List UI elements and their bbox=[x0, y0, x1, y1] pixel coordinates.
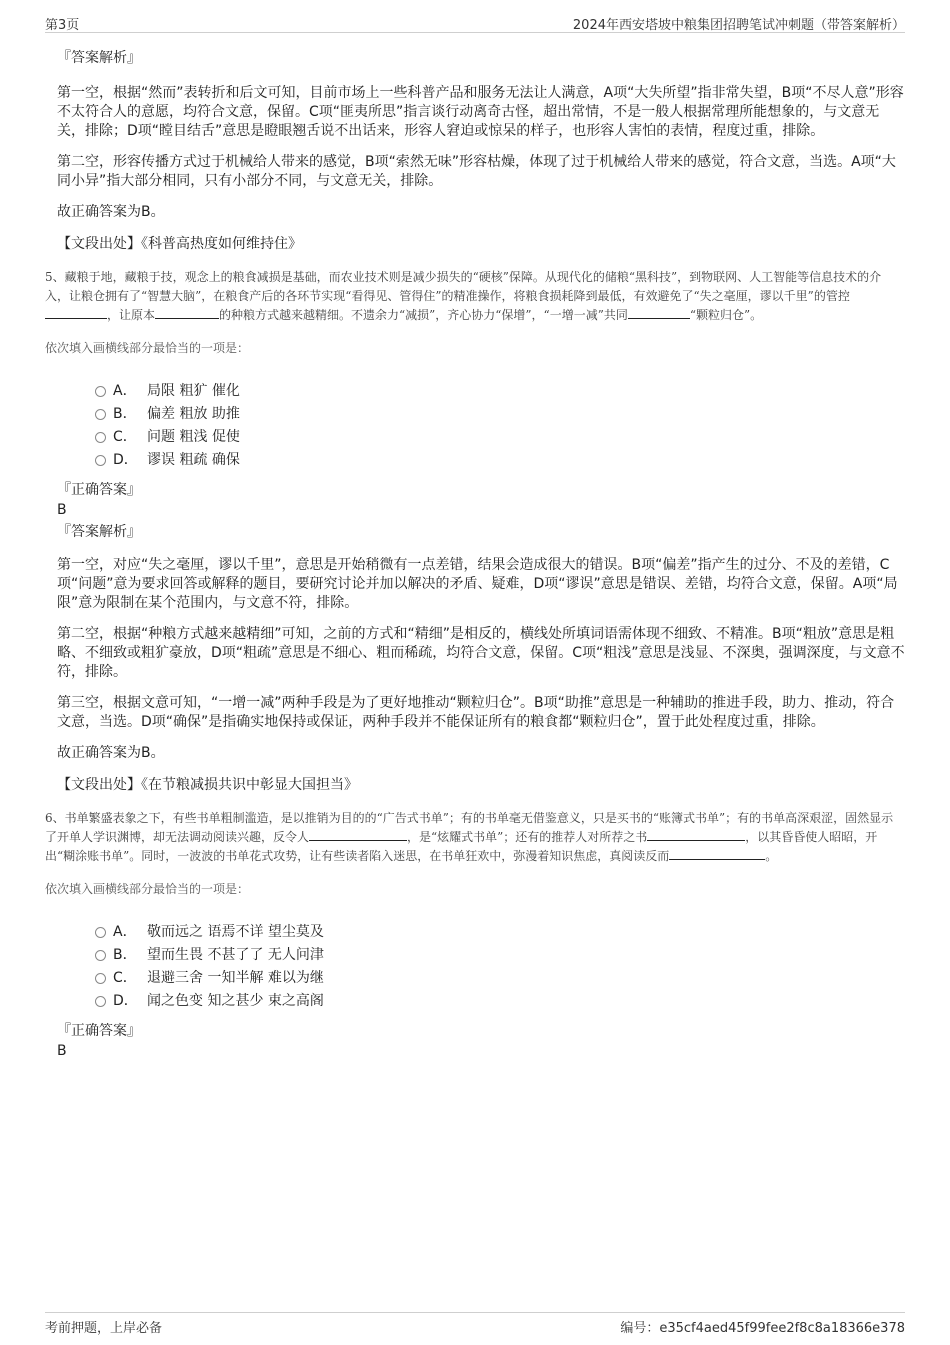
option-c[interactable]: C． 问题 粗浅 促使 bbox=[95, 426, 905, 449]
blank bbox=[647, 828, 745, 841]
conclusion: 故正确答案为B。 bbox=[57, 745, 165, 761]
option-d[interactable]: D． 闻之色变 知之甚少 束之高阁 bbox=[95, 990, 905, 1013]
radio-button[interactable] bbox=[95, 386, 106, 397]
footer-slogan: 考前押题，上岸必备 bbox=[45, 1321, 163, 1336]
blank bbox=[628, 306, 690, 319]
radio-button[interactable] bbox=[95, 950, 106, 961]
options-list bbox=[95, 921, 905, 1013]
blank bbox=[45, 306, 107, 319]
source-citation: 【文段出处】《在节粮减损共识中彰显大国担当》 bbox=[57, 777, 358, 793]
blank bbox=[155, 306, 219, 319]
blank bbox=[309, 828, 407, 841]
question-prompt: 依次填入画横线部分最恰当的一项是： bbox=[45, 341, 250, 355]
radio-button[interactable] bbox=[95, 927, 106, 938]
option-d[interactable]: D． 谬误 粗疏 确保 bbox=[95, 449, 905, 472]
radio-button[interactable] bbox=[95, 455, 106, 466]
page-content bbox=[45, 40, 905, 1061]
correct-answer: B bbox=[57, 1043, 67, 1059]
page-footer bbox=[45, 1312, 905, 1337]
page-number: 第3页 bbox=[45, 18, 80, 33]
radio-button[interactable] bbox=[95, 432, 106, 443]
option-c[interactable]: C． 退避三舍 一知半解 难以为继 bbox=[95, 967, 905, 990]
question-5-stem: 5、藏粮于地，藏粮于技，观念上的粮食减损是基础，而农业技术则是减少损失的“硬核”保障。从现代化的储粮“黑科技”，到物联网、人工智能等信息技术的介入，让粮仓拥有了“智慧大脑”，在粮食产后的各环节实现“看得见、管得住”的精准操作，将粮食损耗降到最低，有效避免了“失之毫厘，谬以千里”的管控，让原本 的种粮方式越来越精细。不遗余力“减损”，齐心协力“保增”，“一增一减”共同 “颗粒归仓”。 bbox=[45, 270, 882, 322]
analysis-label: 『答案解析』 bbox=[57, 50, 141, 66]
option-b[interactable]: B． 偏差 粗放 助推 bbox=[95, 403, 905, 426]
radio-button[interactable] bbox=[95, 409, 106, 420]
analysis-paragraph: 第一空，根据“然而”表转折和后文可知，目前市场上一些科普产品和服务无法让人满意，A项“大失所望”指非常失望，B项“不尽人意”形容不太符合人的意愿，均符合文意，保留。C项“匪夷所思”指言谈行动离奇古怪，超出常情，不是一般人根据常理所能想象的，与文意无关，排除；D项“瞠目结舌”意思是瞪眼翘舌说不出话来，形容人窘迫或惊呆的样子，也形容人害怕的表情，程度过重，排除。 bbox=[57, 85, 904, 139]
options-list bbox=[95, 380, 905, 472]
radio-button[interactable] bbox=[95, 996, 106, 1007]
analysis-paragraph: 第二空，形容传播方式过于机械给人带来的感觉，B项“索然无味”形容枯燥，体现了过于机械给人带来的感觉，符合文意，当选。A项“大同小异”指大部分相同，只有小部分不同，与文意无关，排除。 bbox=[57, 154, 896, 189]
option-b[interactable]: B． 望而生畏 不甚了了 无人问津 bbox=[95, 944, 905, 967]
correct-answer-label: 『正确答案』 bbox=[57, 1023, 141, 1039]
option-a[interactable]: A． 敬而远之 语焉不详 望尘莫及 bbox=[95, 921, 905, 944]
correct-answer-label: 『正确答案』 bbox=[57, 482, 141, 498]
document-title: 2024年西安塔坡中粮集团招聘笔试冲刺题（带答案解析） bbox=[572, 18, 905, 33]
question-6-stem: 6、书单繁盛表象之下，有些书单粗制滥造，是以推销为目的的“广告式书单”；有的书单毫无借鉴意义，只是买书的“账簿式书单”；有的书单高深艰涩，固然显示了开单人学识渊博，却无法调动阅读兴趣，反令人 ，是“炫耀式书单”；还有的推荐人对所荐之书 ，以其昏昏使人昭昭，开出“糊涂账书单”。同时，一波波的书单花式攻势，让有些读者陷入迷思，在书单狂欢中，弥漫着知识焦虑，真阅读反而 。 bbox=[45, 811, 894, 863]
correct-answer: B bbox=[57, 502, 67, 518]
document-id: 编号：e35cf4aed45f99fee2f8c8a18366e378 bbox=[620, 1321, 905, 1336]
page-header bbox=[45, 10, 905, 33]
analysis-paragraph: 第一空，对应“失之毫厘，谬以千里”，意思是开始稍微有一点差错，结果会造成很大的错误。B项“偏差”指产生的过分、不及的差错，C项“问题”意为要求回答或解释的题目，要研究讨论并加以解决的矛盾、疑难，D项“谬误”意思是错误、差错，均符合文意，保留。A项“局限”意为限制在某个范围内，与文意不符，排除。 bbox=[57, 557, 898, 611]
option-a[interactable]: A． 局限 粗犷 催化 bbox=[95, 380, 905, 403]
analysis-paragraph: 第二空，根据“种粮方式越来越精细”可知，之前的方式和“精细”是相反的，横线处所填词语需体现不细致、不精准。B项“粗放”意思是粗略、不细致或粗犷豪放，D项“粗疏”意思是不细心、粗而稀疏，均符合文意，保留。C项“粗浅”意思是浅显、不深奥，强调深度，与文意不符，排除。 bbox=[57, 626, 905, 680]
radio-button[interactable] bbox=[95, 973, 106, 984]
source-citation: 【文段出处】《科普高热度如何维持住》 bbox=[57, 236, 302, 252]
conclusion: 故正确答案为B。 bbox=[57, 204, 165, 220]
question-prompt: 依次填入画横线部分最恰当的一项是： bbox=[45, 882, 250, 896]
blank bbox=[669, 847, 765, 860]
analysis-paragraph: 第三空，根据文意可知，“一增一减”两种手段是为了更好地推动“颗粒归仓”。B项“助推”意思是一种辅助的推进手段，助力、推动，符合文意，当选。D项“确保”是指确实地保持或保证，两种手段并不能保证所有的粮食都“颗粒归仓”，置于此处程度过重，排除。 bbox=[57, 695, 895, 730]
analysis-label: 『答案解析』 bbox=[57, 524, 141, 540]
